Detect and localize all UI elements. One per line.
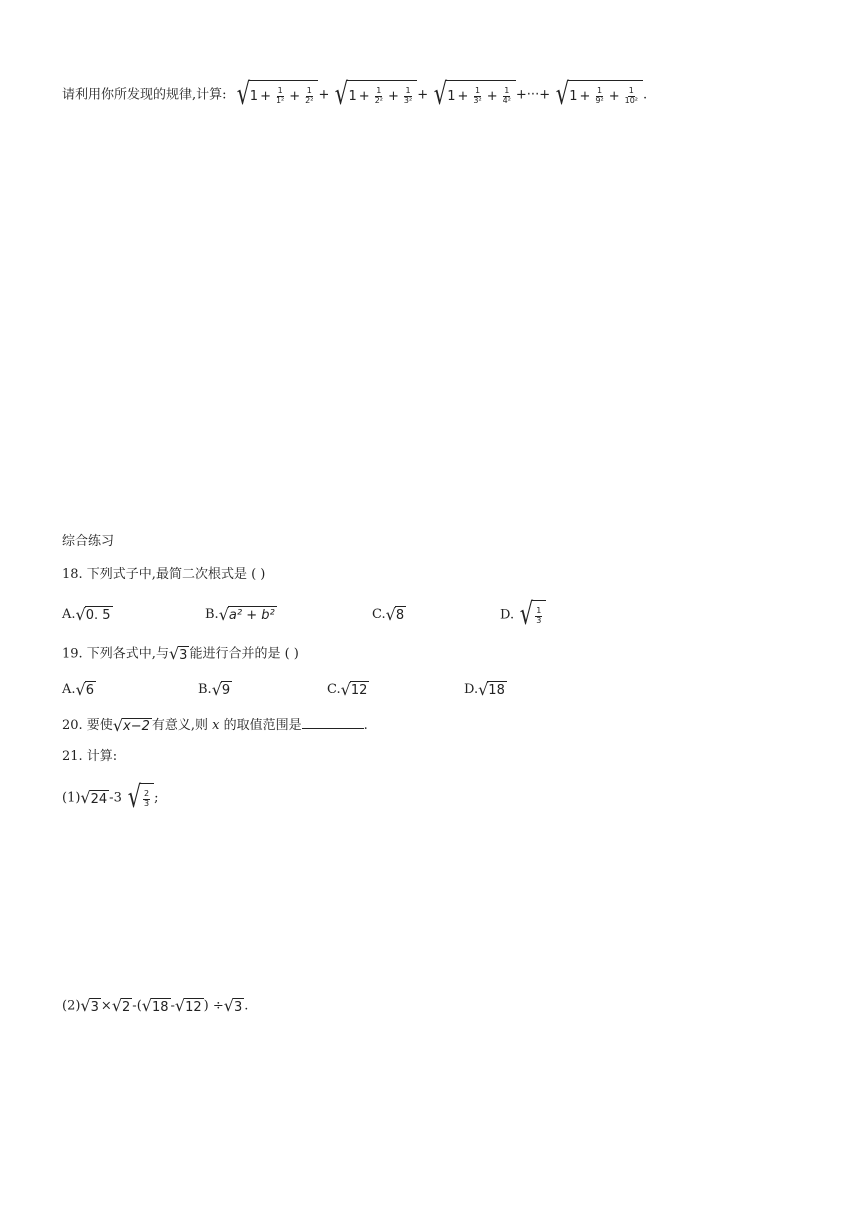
- sep-1: +: [318, 87, 330, 103]
- q21-part-2: (2) √ 3 × √ 2 -( √ 18 - √ 12 ) ÷ √ 3 .: [62, 996, 249, 1015]
- q19-option-a: A. √ 6: [62, 679, 95, 699]
- section-title: 综合练习: [62, 534, 115, 549]
- q20-answer-blank[interactable]: [302, 716, 364, 729]
- sqrt-term-4: √ 1 + $\frac{1}{\text{9²}}$ + $\frac{1}{\text{10²}}$: [550, 80, 643, 110]
- q21-stem: 21. 计算:: [62, 749, 118, 764]
- q19-option-c: C. √ 12: [327, 679, 368, 699]
- q18-option-a: A. √ 0. 5: [62, 604, 111, 624]
- q19-stem: 19. 下列各式中,与 √ 3 能进行合并的是 ( ): [62, 644, 299, 663]
- sqrt-term-2: √ 1 + $\frac{1}{\text{2²}}$ + $\frac{1}{\text{3²}}$: [329, 80, 417, 110]
- intro-prompt: 请利用你所发现的规律,计算:: [62, 87, 227, 103]
- sqrt-term-1: √ 1 + $\frac{1}{\text{1²}}$ + $\frac{1}{\text{2²}}$: [231, 80, 319, 110]
- intro-end: .: [643, 87, 648, 103]
- q19-option-b: B. √ 9: [198, 679, 231, 699]
- dots: +···+: [515, 87, 551, 103]
- q18-option-d: D. √ $\frac{1}{3}$: [500, 600, 546, 630]
- sep-2: +: [417, 87, 429, 103]
- q21-part-1: (1) √ 24 -3 √ $\frac{2}{3}$ ;: [62, 780, 159, 815]
- intro-line: [62, 77, 648, 112]
- q19-option-d: D. √ 18: [464, 679, 505, 699]
- q18-option-c: C. √ 8: [372, 604, 405, 624]
- q18-option-b: B. √ a² + b²: [205, 604, 275, 624]
- q18-stem: 18. 下列式子中,最简二次根式是 ( ): [62, 567, 266, 582]
- q20-stem: 20. 要使 √ x−2 有意义,则 x 的取值范围是 .: [62, 715, 368, 735]
- sqrt-term-3: √ 1 + $\frac{1}{\text{3²}}$ + $\frac{1}{\text{4²}}$: [428, 80, 516, 110]
